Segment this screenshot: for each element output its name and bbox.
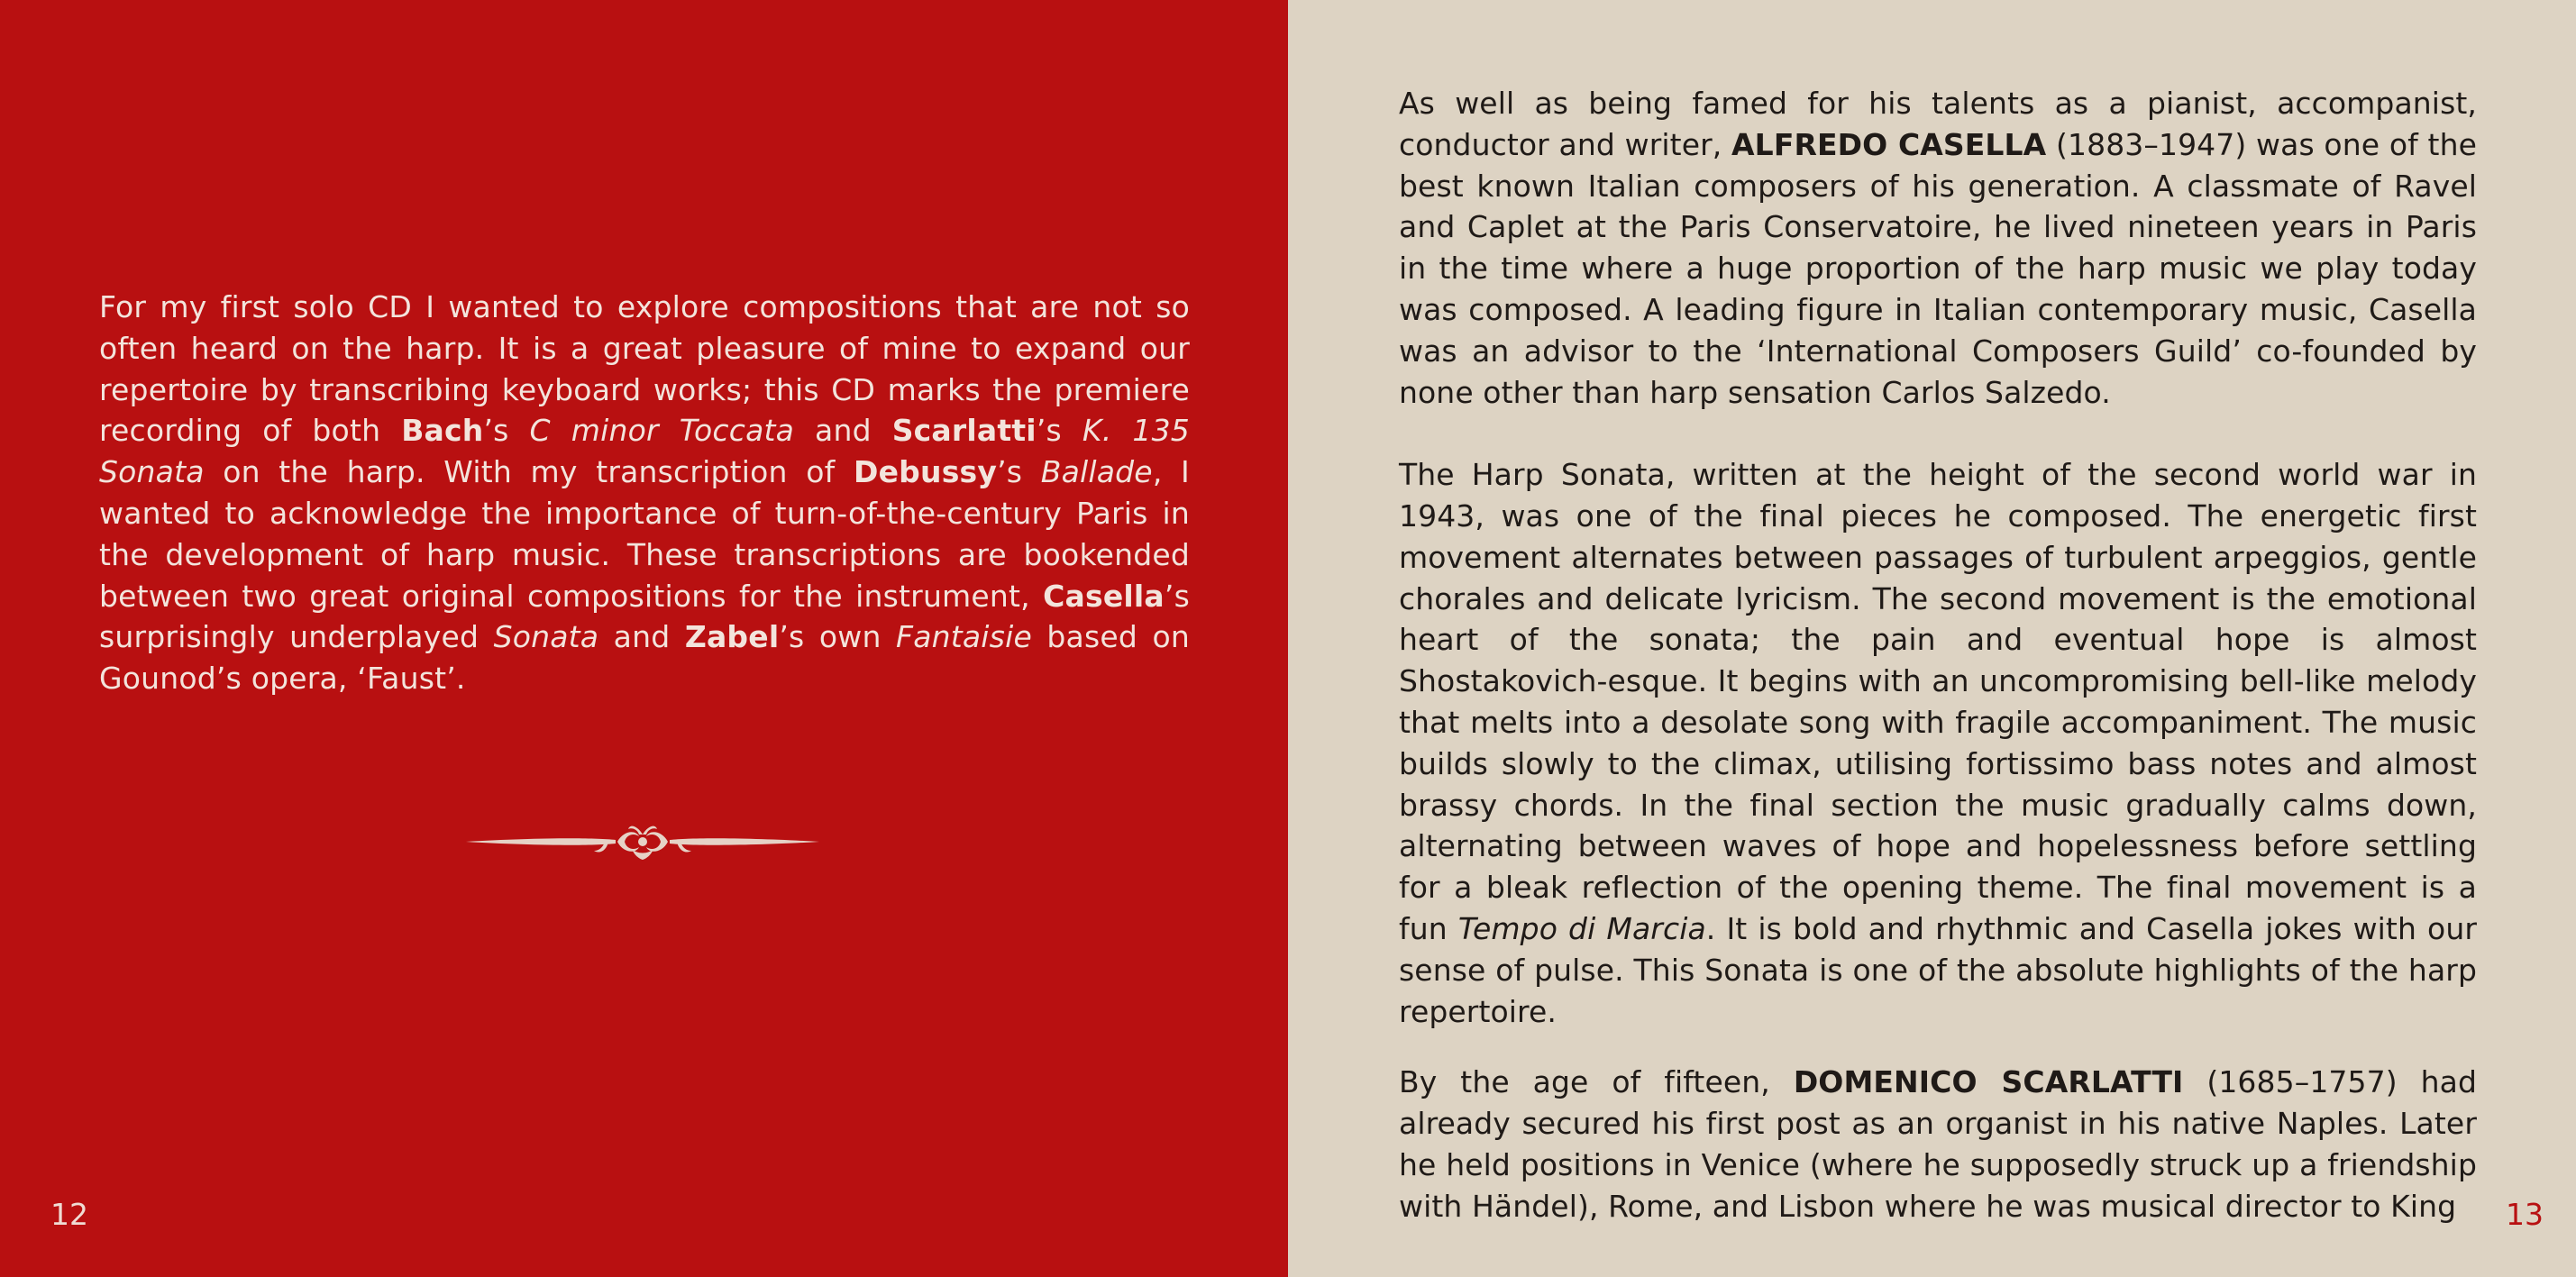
text-run: (1685–1757) had already secured his first post as an organist in his native Naples. Later he held positions in Venice (where he supposedly struck up a friendship with Händel), Rome, and Lisbon where he was musical director to King: [1399, 1064, 2477, 1224]
movement-title-tempo-di-marcia: Tempo di Marcia: [1457, 910, 1706, 946]
text-run: (1883–1947) was one of the best known Italian composers of his generation. A classmate of Ravel and Caplet at the Paris Conservatoire, he lived nineteen years in Paris in the time where a huge proportion of the harp music we play today was composed. A leading figure in Italian contemporary music, Casella was an advisor to the ‘International Composers Guild’ co-founded by none other than harp sensation Carlos Salzedo.: [1399, 126, 2477, 410]
right-page: [1288, 0, 2576, 1277]
flourish-divider-icon: [464, 818, 821, 865]
scarlatti-bio-paragraph: [1399, 1062, 2477, 1227]
text-run: For my first solo CD I wanted to explore compositions that are not so often heard on the harp. It is a great pleasure of mine to expand our repertoire by transcribing keyboard works; this CD marks the premiere recording of both: [99, 289, 1190, 449]
composer-name-zabel: Zabel: [684, 619, 780, 655]
composer-name-casella: Casella: [1043, 578, 1165, 614]
text-run: ’s: [997, 454, 1041, 490]
casella-bio-paragraph: [1399, 83, 2477, 413]
work-title-sonata: Sonata: [493, 619, 599, 655]
text-run: ’s own: [779, 619, 897, 655]
composer-heading-scarlatti: DOMENICO SCARLATTI: [1793, 1064, 2184, 1100]
text-run: on the harp. With my transcription of: [204, 454, 854, 490]
text-run: based on Gounod’s opera, ‘Faust’.: [99, 619, 1190, 697]
page-number-right: 13: [2506, 1197, 2544, 1232]
text-run: The Harp Sonata, written at the height of the second world war in 1943, was one of the final pieces he composed. The energetic first movement alternates between passages of turbulent arpeggios, gentle chorales and delicate lyricism. The second movement is the emotional heart of the sonata; the pain and eventual hope is almost Shostakovich-esque. It begins with an uncompromising bell-like melody that melts into a desolate song with fragile accompaniment. The music builds slowly to the climax, utilising fortissimo bass notes and almost brassy chords. In the final section the music gradually calms down, alternating between waves of hope and hopelessness before settling for a bleak reflection of the opening theme. The final movement is a fun: [1399, 457, 2477, 946]
text-run: ’s: [483, 413, 530, 449]
page-number-left: 12: [50, 1197, 88, 1232]
composer-name-bach: Bach: [401, 413, 484, 449]
composer-name-scarlatti: Scarlatti: [891, 413, 1037, 449]
text-run: , I wanted to acknowledge the importance of turn-of-the-century Paris in the development of harp music. These transcriptions are bookended between two great original compositions for the instrument,: [99, 454, 1190, 614]
text-run: and: [598, 619, 685, 655]
intro-paragraph: [99, 287, 1190, 699]
composer-heading-casella: ALFREDO CASELLA: [1731, 126, 2047, 162]
work-title-k135-sonata: K. 135 Sonata: [99, 413, 1190, 490]
text-run: ’s surprisingly underplayed: [99, 578, 1190, 655]
work-title-toccata: C minor Toccata: [529, 413, 795, 449]
work-title-ballade: Ballade: [1040, 454, 1153, 490]
harp-sonata-paragraph: [1399, 454, 2477, 1032]
text-run: ’s: [1036, 413, 1082, 449]
text-run: By the age of fifteen,: [1399, 1064, 1794, 1100]
essay-text: [1399, 83, 2477, 1227]
text-run: and: [794, 413, 892, 449]
work-title-fantaisie: Fantaisie: [896, 619, 1032, 655]
text-run: As well as being famed for his talents as a pianist, accompanist, conductor and writer,: [1399, 86, 2477, 162]
composer-name-debussy: Debussy: [854, 454, 998, 490]
text-run: . It is bold and rhythmic and Casella jokes with our sense of pulse. This Sonata is one of the absolute highlights of the harp repertoire.: [1399, 910, 2478, 1029]
